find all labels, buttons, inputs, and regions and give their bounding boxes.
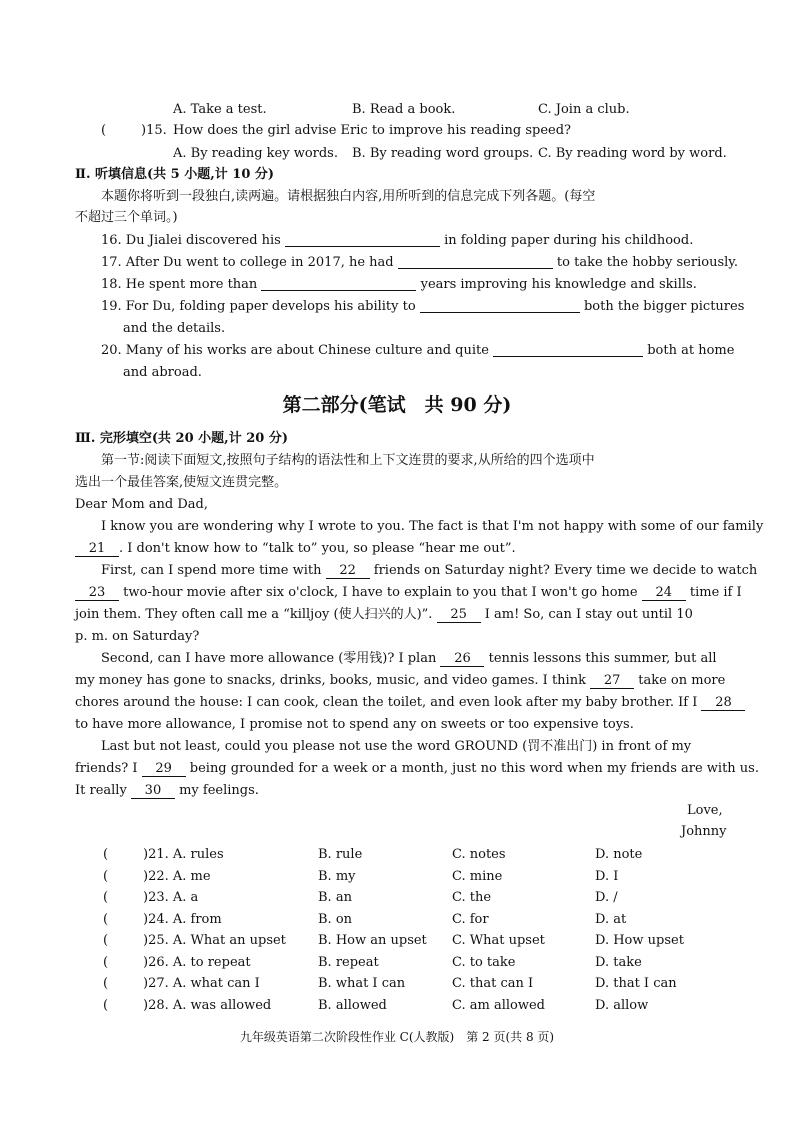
choice-option-d[interactable]: D. note: [595, 847, 643, 862]
choice-option-c[interactable]: C. that can I: [452, 976, 534, 991]
letter-p4-text-d: my feelings.: [179, 783, 259, 798]
choice-bracket[interactable]: (: [103, 890, 109, 905]
q19-text-a: 19. For Du, folding paper develops his ability to: [101, 299, 416, 314]
choice-option-a[interactable]: )22. A. me: [143, 868, 211, 884]
q15-option-a: A. By reading key words.: [173, 146, 338, 161]
blank-29[interactable]: 29: [142, 761, 186, 777]
choice-option-a[interactable]: )28. A. was allowed: [143, 997, 272, 1013]
choice-option-b[interactable]: B. an: [318, 890, 352, 905]
q18: [101, 276, 697, 294]
choice-bracket[interactable]: (: [103, 911, 109, 927]
letter-closing: Love,: [687, 803, 723, 818]
q20-text-b: both at home: [647, 343, 735, 358]
choice-option-d[interactable]: D. that I can: [595, 976, 677, 991]
q20-blank[interactable]: [493, 342, 643, 357]
blank-28[interactable]: 28: [701, 695, 745, 711]
letter-p2-text-b: friends on Saturday night? Every time we decide to watch: [373, 563, 758, 578]
choice-bracket[interactable]: (: [103, 933, 109, 948]
q15-number: )15.: [141, 123, 167, 138]
blank-24[interactable]: 24: [642, 585, 686, 601]
choice-option-a[interactable]: )25. A. What an upset: [143, 933, 286, 948]
blank-22[interactable]: 22: [326, 563, 370, 579]
choice-option-c[interactable]: C. What upset: [452, 933, 545, 948]
q15-option-c: C. By reading word by word.: [538, 146, 727, 161]
choice-option-a[interactable]: )23. A. a: [143, 890, 199, 905]
letter-greeting: Dear Mom and Dad,: [75, 497, 209, 512]
letter-p2-line2: [75, 584, 742, 602]
section3-heading: Ⅲ. 完形填空(共 20 小题,计 20 分): [75, 431, 288, 446]
section2-heading: Ⅱ. 听填信息(共 5 小题,计 10 分): [75, 167, 275, 182]
part2-title: 第二部分(笔试 共 90 分): [282, 394, 512, 416]
blank-25[interactable]: 25: [437, 607, 481, 623]
section3-instruction-1: 第一节:阅读下面短文,按照句子结构的语法性和上下文连贯的要求,从所给的四个选项中: [101, 453, 595, 468]
letter-p2-text-e: join them. They often call me a “killjoy (使人扫兴的人)”.: [75, 607, 433, 622]
letter-p4-line3: [75, 782, 259, 800]
letter-p2-text-d: time if I: [689, 585, 742, 600]
q15-stem: How does the girl advise Eric to improve his reading speed?: [173, 123, 571, 138]
letter-p2-text-f: I am! So, can I stay out until 10: [484, 607, 693, 622]
choice-option-c[interactable]: C. notes: [452, 847, 506, 862]
q19: [101, 298, 744, 316]
choice-option-a[interactable]: )21. A. rules: [143, 847, 224, 862]
q18-text-b: years improving his knowledge and skills.: [420, 277, 697, 292]
q18-text-a: 18. He spent more than: [101, 277, 258, 292]
choice-option-b[interactable]: B. allowed: [318, 997, 387, 1013]
q18-blank[interactable]: [261, 276, 416, 291]
section3-instruction-2: 选出一个最佳答案,使短文连贯完整。: [75, 475, 288, 490]
page-footer: 九年级英语第二次阶段性作业 C(人教版) 第 2 页(共 8 页): [239, 1030, 555, 1044]
blank-23[interactable]: 23: [75, 585, 119, 601]
letter-p4-text-c: It really: [75, 783, 127, 798]
choice-option-c[interactable]: C. for: [452, 911, 489, 927]
choice-option-b[interactable]: B. what I can: [318, 976, 406, 991]
q20-continued: and abroad.: [123, 365, 202, 380]
q16-text-b: in folding paper during his childhood.: [444, 233, 694, 248]
choice-bracket[interactable]: (: [103, 976, 109, 991]
letter-p4-text-b: being grounded for a week or a month, just no this word when my friends are with us.: [189, 761, 759, 776]
choice-option-d[interactable]: D. take: [595, 954, 642, 970]
letter-p3-line4: to have more allowance, I promise not to spend any on sweets or too expensive toys.: [75, 717, 634, 732]
letter-p2-text-a: First, can I spend more time with: [101, 563, 322, 578]
letter-p3-line2: [75, 672, 725, 690]
q15-bracket: (: [101, 123, 107, 138]
blank-21[interactable]: 21: [75, 541, 119, 557]
letter-p3-line3: [75, 694, 745, 712]
q17-text-b: to take the hobby seriously.: [556, 255, 739, 270]
letter-p1-line2: [75, 540, 516, 558]
letter-p4-line2: [75, 760, 759, 778]
letter-p4-text-a: friends? I: [75, 761, 138, 776]
choice-option-d[interactable]: D. How upset: [595, 933, 684, 948]
q19-text-b: both the bigger pictures: [583, 299, 745, 314]
choice-option-c[interactable]: C. am allowed: [452, 997, 545, 1013]
q16-text-a: 16. Du Jialei discovered his: [101, 233, 281, 248]
blank-30[interactable]: 30: [131, 783, 175, 799]
section2-instruction-2: 不超过三个单词。): [75, 210, 178, 225]
letter-p2-line3: [75, 606, 693, 624]
choice-bracket[interactable]: (: [103, 954, 109, 970]
choice-option-a[interactable]: )24. A. from: [143, 911, 222, 927]
q15-option-b: B. By reading word groups.: [352, 146, 534, 161]
choice-option-a[interactable]: )27. A. what can I: [143, 976, 260, 991]
choice-option-d[interactable]: D. /: [595, 890, 618, 905]
choice-option-b[interactable]: B. repeat: [318, 954, 379, 970]
choice-option-b[interactable]: B. on: [318, 911, 353, 927]
choice-option-d[interactable]: D. I: [595, 868, 619, 884]
letter-p3-text-c: my money has gone to snacks, drinks, books, music, and video games. I think: [75, 673, 586, 688]
choice-bracket[interactable]: (: [103, 847, 109, 862]
q17: [101, 254, 738, 272]
letter-p3-text-a: Second, can I have more allowance (零用钱)? I plan: [101, 651, 437, 666]
q20-text-a: 20. Many of his works are about Chinese culture and quite: [101, 343, 489, 358]
q14-option-b: B. Read a book.: [352, 102, 456, 117]
letter-p3-line1: [101, 650, 717, 668]
q14-option-a: A. Take a test.: [173, 102, 267, 117]
choice-option-b[interactable]: B. How an upset: [318, 933, 427, 948]
letter-p3-text-d: take on more: [638, 673, 726, 688]
letter-p3-text-e: chores around the house: I can cook, clean the toilet, and even look after my baby brother. If I: [75, 695, 698, 710]
blank-27[interactable]: 27: [590, 673, 634, 689]
section2-instruction-1: 本题你将听到一段独白,读两遍。请根据独白内容,用所听到的信息完成下列各题。(每空: [101, 189, 596, 204]
choice-option-d[interactable]: D. at: [595, 911, 627, 927]
choice-option-b[interactable]: B. rule: [318, 847, 363, 862]
q17-text-a: 17. After Du went to college in 2017, he had: [101, 255, 394, 270]
q20: [101, 342, 734, 360]
choice-option-c[interactable]: C. to take: [452, 954, 516, 970]
choice-option-c[interactable]: C. mine: [452, 868, 503, 884]
choice-option-a[interactable]: )26. A. to repeat: [143, 954, 251, 970]
letter-p1-line1: I know you are wondering why I wrote to you. The fact is that I'm not happy with some of our family: [101, 519, 764, 534]
letter-p3-text-b: tennis lessons this summer, but all: [488, 651, 717, 666]
letter-p2-text-c: two-hour movie after six o'clock, I have to explain to you that I won't go home: [123, 585, 638, 600]
choice-option-b[interactable]: B. my: [318, 868, 356, 884]
letter-p2-line1: [101, 562, 757, 580]
choice-bracket[interactable]: (: [103, 868, 109, 884]
q16: [101, 232, 693, 250]
letter-p2-line4: p. m. on Saturday?: [75, 629, 200, 644]
letter-p4-line1: Last but not least, could you please not use the word GROUND (罚不准出门) in front of my: [101, 739, 692, 754]
q14-option-c: C. Join a club.: [538, 102, 630, 117]
q17-blank[interactable]: [398, 254, 553, 269]
letter-p1-text: . I don't know how to “talk to” you, so please “hear me out”.: [119, 541, 516, 556]
letter-signature: Johnny: [681, 824, 727, 839]
q19-continued: and the details.: [123, 321, 226, 336]
q19-blank[interactable]: [420, 298, 580, 313]
q16-blank[interactable]: [285, 232, 440, 247]
blank-26[interactable]: 26: [440, 651, 484, 667]
choice-option-c[interactable]: C. the: [452, 890, 492, 905]
choice-option-d[interactable]: D. allow: [595, 997, 649, 1013]
choice-bracket[interactable]: (: [103, 997, 109, 1013]
